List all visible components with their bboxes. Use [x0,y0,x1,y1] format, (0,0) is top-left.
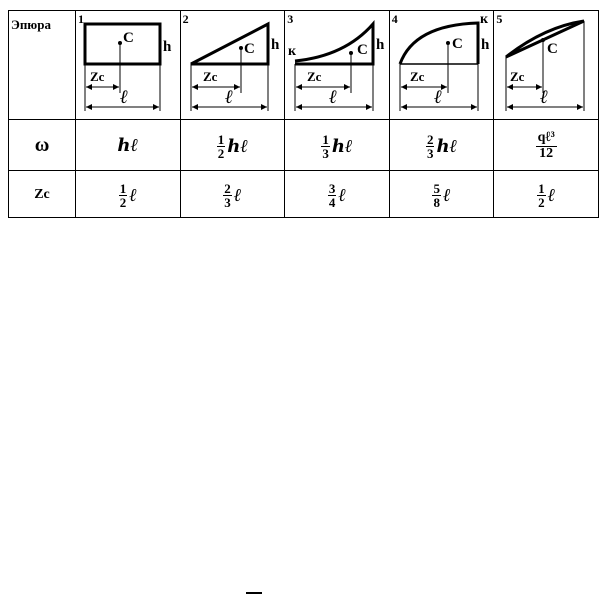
fraction-denominator: 2 [119,194,127,210]
diagram-number: 1 [78,12,84,26]
zc-row [9,171,599,218]
zc-cell-1 [76,171,181,218]
fraction-numerator: 1 [119,180,127,196]
zc-label: Zc [90,69,105,84]
zc-fraction [328,182,337,209]
fraction-numerator: 5 [433,180,440,196]
omega-cell-3 [285,120,390,171]
omega-suffix: hℓ [436,135,458,157]
zc-row-label: Zc [34,187,50,202]
concave-parabola-diagram [285,11,389,119]
length-label: ℓ [224,87,233,108]
fraction-numerator: 1 [322,131,329,147]
epura-table [8,10,599,218]
height-label: h [480,37,490,53]
diagram-number: 3 [287,12,294,26]
zc-label: Zc [510,69,525,84]
zc-fraction [537,182,546,209]
diagram-number: 2 [182,12,189,26]
fraction-numerator: qℓ³ [537,130,555,146]
diagram-cell-2 [180,11,285,120]
diagram-number: 4 [391,12,398,26]
height-label: h [376,37,385,53]
vertex-label: к [288,44,297,59]
convex-parabola-diagram [390,11,494,119]
height-label: h [270,37,279,53]
diagram-cell-1 [76,11,181,120]
centroid-label: C [123,30,134,46]
diagram-cell-5 [494,11,599,120]
zc-cell-3 [285,171,390,218]
omega-suffix: hℓ [331,135,353,157]
omega-cell-2 [180,120,285,171]
diagram-cell-4 [389,11,494,120]
fraction-denominator: 12 [539,146,554,161]
omega-value: hℓ [117,134,139,156]
zc-fraction [432,182,441,209]
zc-suffix: ℓ [233,184,242,206]
fraction-denominator: 3 [426,145,434,161]
zc-label: Zc [307,69,322,84]
fraction-denominator: 2 [217,145,225,161]
fraction-denominator: 3 [322,145,329,161]
fraction-numerator: 1 [538,180,545,196]
centroid-label: C [243,41,255,57]
zc-suffix: ℓ [547,184,556,206]
zc-cell-5 [494,171,599,218]
centroid-label: C [357,42,369,58]
zc-suffix: ℓ [129,184,137,206]
fraction-numerator: 2 [224,180,231,196]
triangle-diagram [181,11,285,119]
zc-suffix: ℓ [442,184,451,206]
fraction-denominator: 4 [328,194,336,210]
fraction-numerator: 1 [217,131,225,147]
omega-fraction [536,131,557,161]
height-label: h [163,39,172,55]
zc-suffix: ℓ [338,184,347,206]
omega-fraction [217,133,226,160]
omega-label: ω [34,133,50,156]
centroid-label: C [547,41,559,57]
length-label: ℓ [540,87,549,108]
parabolic-segment-diagram [494,11,598,119]
header-cell [9,11,76,120]
fraction-denominator: 8 [433,194,440,210]
zc-cell-4 [389,171,494,218]
omega-suffix: hℓ [227,135,249,157]
zc-label-cell [9,171,76,218]
zc-label: Zc [202,69,218,84]
omega-row [9,120,599,171]
omega-fraction [321,133,330,160]
centroid-label: C [451,36,463,52]
fraction-denominator: 3 [224,194,231,210]
omega-fraction [426,133,435,160]
zc-label: Zc [409,69,425,84]
diagram-cell-3 [285,11,390,120]
omega-label-cell [9,120,76,171]
fraction-numerator: 2 [426,131,434,147]
omega-cell-1 [76,120,181,171]
omega-cell-5 [494,120,599,171]
diagram-number: 5 [496,12,503,26]
overline-mark [246,592,262,594]
zc-fraction [223,182,232,209]
diagram-row [9,11,599,120]
zc-fraction [119,182,128,209]
vertex-label: к [479,12,488,27]
rectangle-diagram [76,11,180,119]
fraction-numerator: 3 [328,180,336,196]
length-label: ℓ [433,87,442,108]
omega-cell-4 [389,120,494,171]
header-label: Эпюра [11,17,51,32]
fraction-denominator: 2 [538,194,545,210]
zc-cell-2 [180,171,285,218]
length-label: ℓ [329,87,338,108]
length-label: ℓ [120,87,129,108]
